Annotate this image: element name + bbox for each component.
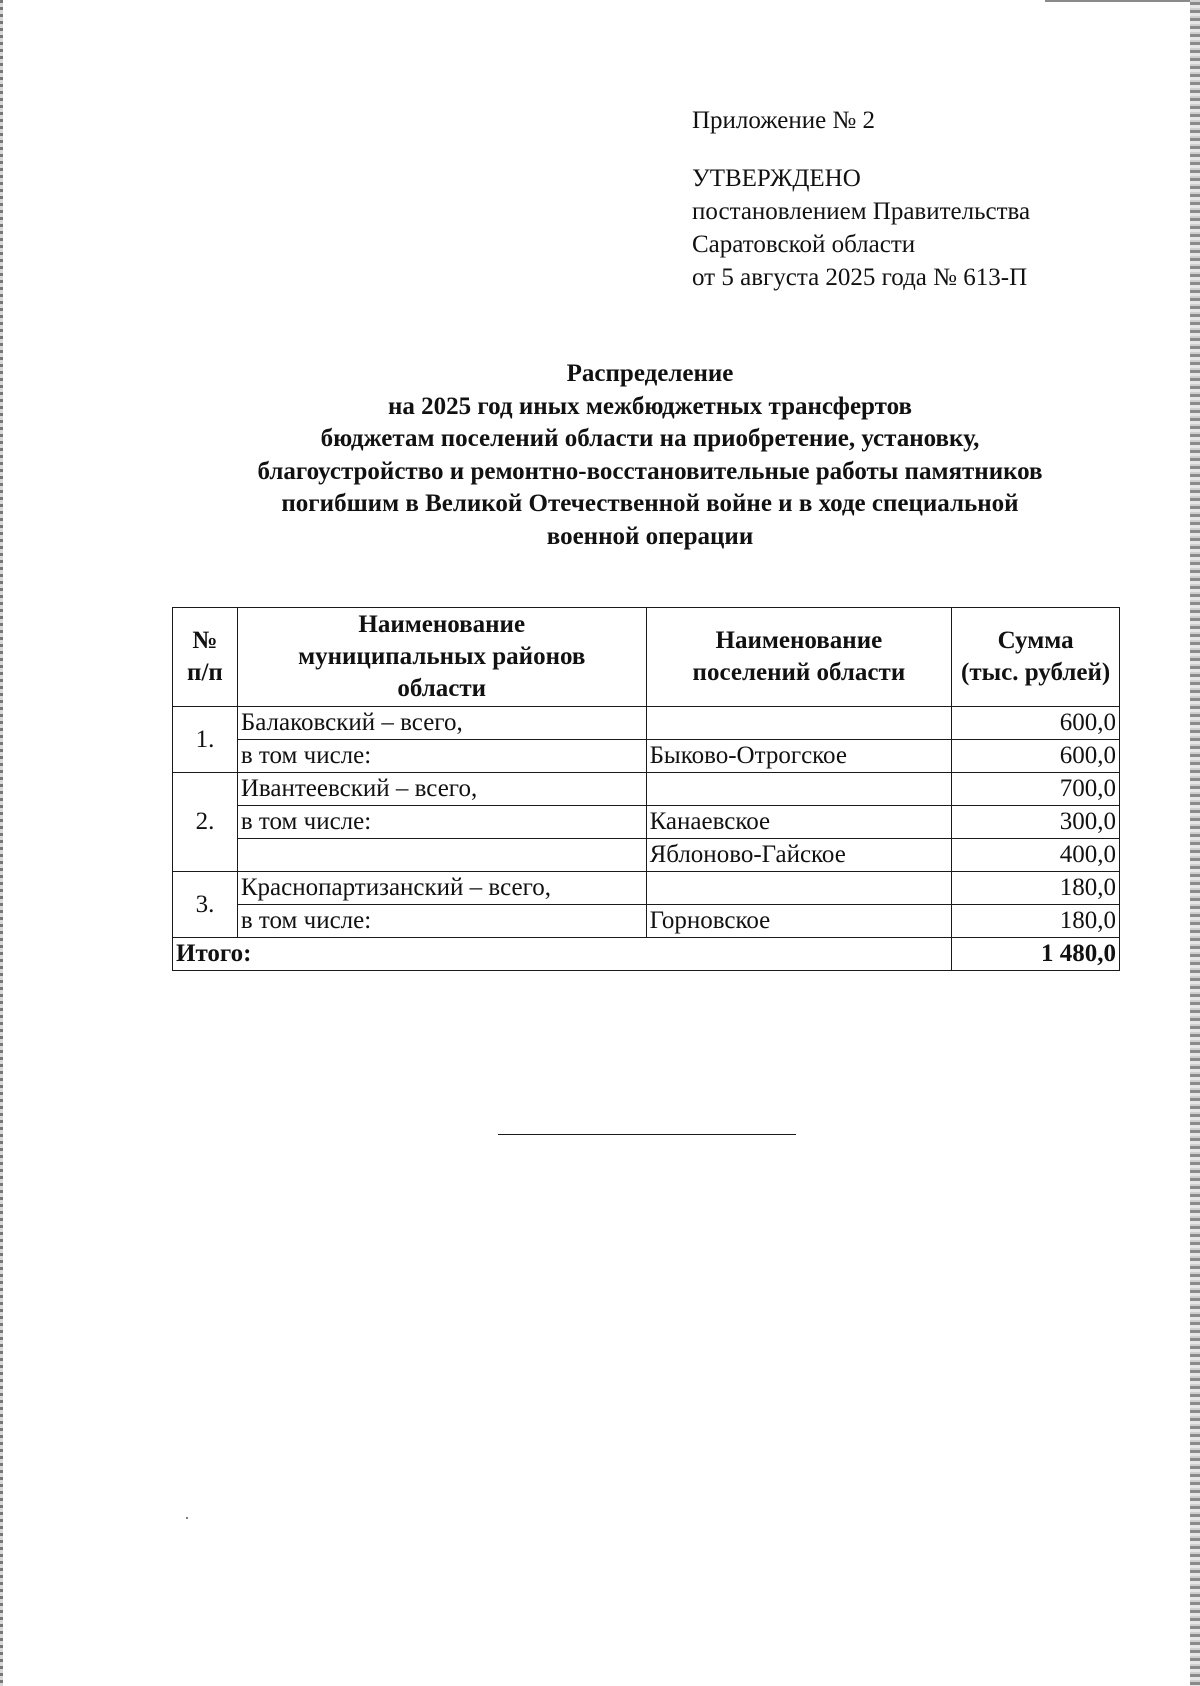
header-districts-line: Наименование <box>358 611 526 638</box>
table-row <box>173 740 1120 773</box>
table-row <box>173 905 1120 938</box>
header-settlements <box>646 608 952 707</box>
including-cell: в том числе: <box>237 806 646 839</box>
appendix-label: Приложение № 2 <box>692 107 876 134</box>
amount-cell: 400,0 <box>952 839 1120 872</box>
approval-line-3: от 5 августа 2025 года № 613-П <box>692 264 1028 291</box>
including-cell: в том числе: <box>237 740 646 773</box>
header-num-line: № <box>192 627 218 654</box>
district-total-cell: Краснопартизанский – всего, <box>237 872 646 905</box>
header-settlements-line: Наименование <box>715 627 883 654</box>
amount-cell: 180,0 <box>952 872 1120 905</box>
header-sum <box>952 608 1120 707</box>
title-line: благоустройство и ремонтно-восстановительные работы памятников <box>257 457 1043 485</box>
table-row <box>173 872 1120 905</box>
scan-edge-right <box>1190 0 1200 1686</box>
approval-gap <box>692 137 1030 162</box>
amount-cell: 700,0 <box>952 773 1120 806</box>
approval-block <box>692 104 1030 294</box>
header-districts-line: муниципальных районов <box>298 643 586 670</box>
settlement-cell <box>646 872 952 905</box>
row-number: 2. <box>173 773 238 872</box>
amount-cell: 180,0 <box>952 905 1120 938</box>
header-sum-line: Сумма <box>997 627 1074 654</box>
header-districts-line: области <box>397 675 487 702</box>
district-total-cell: Балаковский – всего, <box>237 707 646 740</box>
including-cell <box>237 839 646 872</box>
closing-divider <box>498 1134 796 1135</box>
title-line: погибшим в Великой Отечественной войне и в ходе специальной <box>281 490 1019 517</box>
table-row <box>173 839 1120 872</box>
approval-line-1: постановлением Правительства <box>692 198 1031 225</box>
row-number: 1. <box>173 707 238 773</box>
header-num-line: п/п <box>187 659 223 686</box>
amount-cell: 600,0 <box>952 740 1120 773</box>
title-line: бюджетам поселений области на приобретение, установку, <box>320 425 980 452</box>
document-title <box>180 358 1120 553</box>
amount-cell: 600,0 <box>952 707 1120 740</box>
table-header-row <box>173 608 1120 707</box>
header-sum-line: (тыс. рублей) <box>961 659 1111 686</box>
header-num <box>173 608 238 707</box>
approval-line-2: Саратовской области <box>692 231 916 258</box>
settlement-cell: Канаевское <box>646 806 952 839</box>
header-districts <box>237 608 646 707</box>
total-row <box>173 938 1120 971</box>
district-total-cell: Ивантеевский – всего, <box>237 773 646 806</box>
table-row <box>173 806 1120 839</box>
amount-cell: 300,0 <box>952 806 1120 839</box>
header-settlements-line: поселений области <box>692 659 906 686</box>
title-line: на 2025 год иных межбюджетных трансфертов <box>388 392 912 420</box>
title-line: Распределение <box>566 360 734 387</box>
scan-speck <box>186 1517 188 1519</box>
settlement-cell: Быково-Отрогское <box>646 740 952 773</box>
row-number: 3. <box>173 872 238 938</box>
table-row <box>173 707 1120 740</box>
total-label: Итого: <box>173 938 952 971</box>
including-cell: в том числе: <box>237 905 646 938</box>
settlement-cell: Яблоново-Гайское <box>646 839 952 872</box>
settlement-cell <box>646 773 952 806</box>
scan-edge-left <box>0 0 3 1686</box>
settlement-cell <box>646 707 952 740</box>
scan-edge-top <box>1045 0 1190 2</box>
title-line: военной операции <box>546 522 754 550</box>
approved-stamp: УТВЕРЖДЕНО <box>692 165 861 192</box>
settlement-cell: Горновское <box>646 905 952 938</box>
total-amount: 1 480,0 <box>952 938 1120 971</box>
distribution-table <box>172 607 1120 971</box>
table-row <box>173 773 1120 806</box>
